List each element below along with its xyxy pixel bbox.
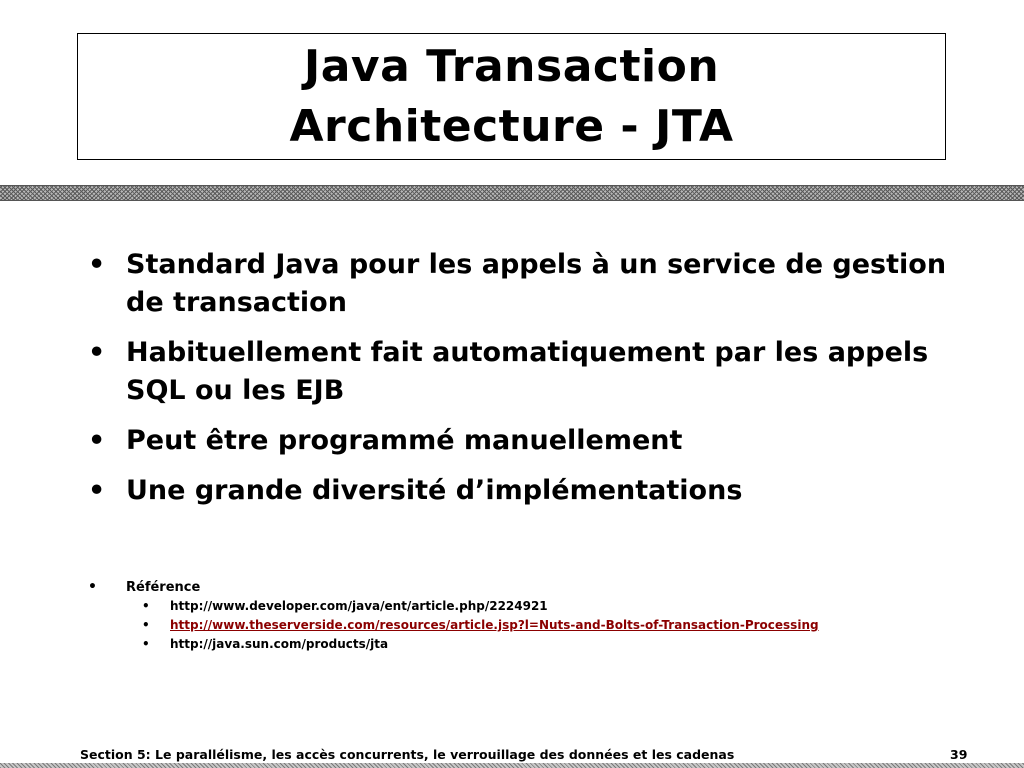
bullet-item — [88, 334, 968, 410]
footer-divider — [0, 763, 1024, 768]
title-box — [77, 33, 946, 160]
slide-title-line-1: Java Transaction — [303, 40, 720, 92]
bullet-dot-icon: • — [88, 579, 97, 595]
reference-link-java-sun[interactable]: http://java.sun.com/products/jta — [170, 637, 389, 651]
reference-link-developer[interactable]: http://www.developer.com/java/ent/article.php/2224921 — [170, 599, 548, 613]
reference-link-theserverside[interactable]: http://www.theserverside.com/resources/article.jsp?l=Nuts-and-Bolts-of-Transaction-Processing — [170, 618, 819, 632]
bullet-dot-icon: • — [88, 475, 106, 506]
bullet-text: Habituellement fait automatiquement par les appels SQL ou les EJB — [126, 337, 929, 406]
reference-item — [88, 635, 988, 654]
bullet-dot-icon: • — [142, 637, 150, 651]
reference-list — [88, 597, 988, 654]
bullet-text: Une grande diversité d’implémentations — [126, 475, 743, 506]
bullet-dot-icon: • — [142, 599, 150, 613]
bullet-item — [88, 246, 968, 322]
bullet-dot-icon: • — [88, 249, 106, 280]
bullet-text: Standard Java pour les appels à un service de gestion de transaction — [126, 249, 947, 318]
slide-title-line-2: Architecture - JTA — [289, 100, 734, 152]
bullet-list — [88, 246, 968, 522]
reference-item — [88, 616, 988, 635]
bullet-dot-icon: • — [88, 337, 106, 368]
bullet-item — [88, 422, 968, 460]
reference-section — [88, 578, 988, 654]
reference-heading-text: Référence — [126, 580, 201, 595]
footer-section-title: Section 5: Le parallélisme, les accès concurrents, le verrouillage des données et les cadenas — [80, 747, 735, 762]
reference-heading — [88, 578, 988, 597]
bullet-text: Peut être programmé manuellement — [126, 425, 683, 456]
page-number: 39 — [950, 747, 968, 762]
bullet-dot-icon: • — [142, 618, 150, 632]
reference-item — [88, 597, 988, 616]
decorative-divider — [0, 185, 1024, 201]
bullet-dot-icon: • — [88, 425, 106, 456]
bullet-item — [88, 472, 968, 510]
